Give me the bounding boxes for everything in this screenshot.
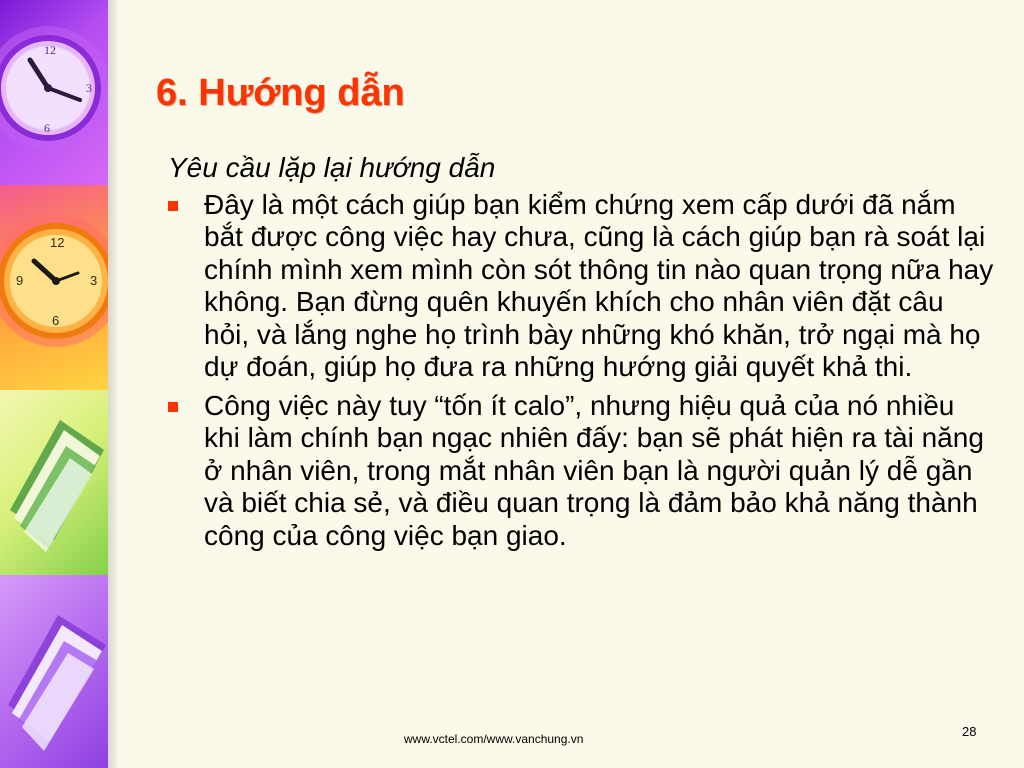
svg-text:6: 6 (44, 121, 50, 135)
svg-text:6: 6 (52, 313, 60, 328)
footer-url: www.vctel.com/www.vanchung.vn (404, 732, 584, 746)
svg-text:3: 3 (86, 81, 92, 95)
green-books-image (0, 390, 118, 575)
subheading: Yêu cầu lặp lại hướng dẫn (168, 152, 496, 183)
divider-stripe (108, 0, 118, 768)
svg-text:3: 3 (90, 273, 98, 288)
slide-body (166, 152, 996, 558)
square-bullet-icon (168, 201, 178, 211)
svg-text:12: 12 (50, 235, 65, 250)
square-bullet-icon (168, 402, 178, 412)
bullet-item (166, 189, 996, 384)
page-number: 28 (962, 724, 977, 739)
bullet-text: Đây là một cách giúp bạn kiểm chứng xem cấp dưới đã nắm bắt được công việc hay chưa, cũng là cách giúp bạn rà soát lại chính mình xem mình còn sót thông tin nào quan trọng nữa hay không. Bạn đừng quên khuyến khích cho nhân viên đặt câu hỏi, và lắng nghe họ trình bày những khó khăn, trở ngại mà họ dự đoán, giúp họ đưa ra những hướng giải quyết khả thi. (204, 188, 994, 382)
slide-title: 6. Hướng dẫn (156, 72, 405, 114)
bullet-item (166, 390, 996, 553)
purple-clock-image (0, 0, 118, 185)
orange-clock-image (0, 185, 118, 390)
decorative-image-strip (0, 0, 118, 768)
bullet-list (166, 189, 996, 553)
svg-text:9: 9 (16, 273, 24, 288)
svg-text:12: 12 (44, 43, 56, 57)
bullet-text: Công việc này tuy “tốn ít calo”, nhưng hiệu quả của nó nhiều khi làm chính bạn ngạc nhiên đấy: bạn sẽ phát hiện ra tài năng ở nhân viên, trong mắt nhân viên bạn là người quản lý dễ gần và biết chia sẻ, và điều quan trọng là đảm bảo khả năng thành công của công việc bạn giao. (204, 389, 984, 551)
purple-books-image (0, 575, 118, 768)
